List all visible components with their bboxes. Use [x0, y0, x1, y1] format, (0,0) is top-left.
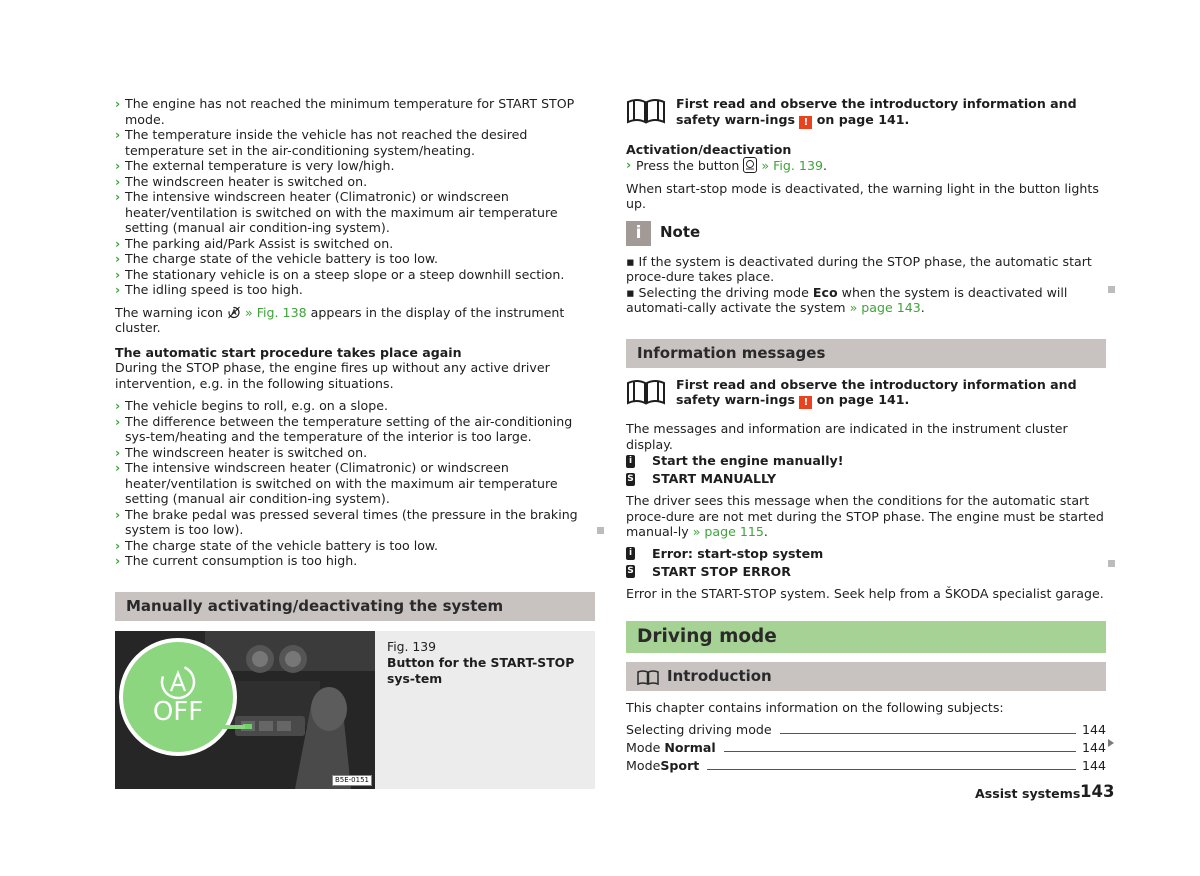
list-item: › The parking aid/Park Assist is switched on. [115, 235, 394, 251]
message-description: Error in the START-STOP system. Seek help from a ŠKODA specialist garage. [626, 585, 1104, 601]
restart-text: During the STOP phase, the engine fires up without any active driver intervention, e.g. in the following situations. [115, 360, 550, 391]
toc-entry[interactable]: Selecting driving mode 144 [626, 722, 1106, 737]
list-item: › The brake pedal was pressed several times (the pressure in the braking system is too low). [115, 506, 578, 537]
start-stop-off-icon [227, 306, 241, 319]
book-icon [626, 377, 666, 405]
page-115-link[interactable]: » page 115 [692, 524, 764, 539]
list-item: › The intensive windscreen heater (Climatronic) or windscreen heater/ventilation is switched on with the maximum air temperature setting (manual air condition-ing system). [115, 189, 558, 235]
toc-entry[interactable]: ModeSport 144 [626, 758, 1106, 773]
note-item: ▪ Selecting the driving mode Eco when the system is deactivated will automati-cally activate the system » page 143. [626, 284, 1068, 315]
message-description: The driver sees this message when the conditions for the automatic start proce-dure are not met during the STOP phase. The engine must be started manual-ly » page 115. [626, 493, 1104, 539]
toc-entry[interactable]: Mode Normal 144 [626, 740, 1106, 755]
message-row: S START STOP ERROR [627, 563, 791, 579]
message-row: S START MANUALLY [627, 471, 777, 487]
figure-139 [115, 631, 595, 789]
section-end-marker [1108, 286, 1115, 293]
messages-intro: The messages and information are indicated in the instrument cluster display. [626, 421, 1068, 452]
note-title: Note [660, 223, 701, 242]
info-icon: i [626, 221, 651, 246]
list-item: › The charge state of the vehicle battery is too low. [115, 537, 439, 553]
figure-caption-text: Button for the START-STOP sys-tem [387, 654, 575, 686]
read-first-notice: First read and observe the introductory information and safety warn-ings ! on page 141. [626, 377, 1106, 410]
figure-label: Fig. 139 [387, 638, 437, 654]
warning-icon: ! [799, 116, 812, 129]
chapter-heading-driving-mode: Driving mode [626, 621, 1106, 653]
note-item: ▪ If the system is deactivated during the STOP phase, the automatic start proce-dure takes place. [626, 253, 1092, 284]
activation-heading: Activation/deactivation [626, 141, 792, 157]
left-column [115, 96, 595, 789]
list-item: › The temperature inside the vehicle has not reached the desired temperature set in the air-conditioning system/heating. [115, 127, 528, 158]
list-item: › The idling speed is too high. [115, 282, 303, 297]
info-icon: i [626, 547, 635, 560]
list-item: › The engine has not reached the minimum temperature for START STOP mode. [115, 96, 575, 127]
list-item: › The current consumption is too high. [115, 553, 358, 568]
warning-icon-paragraph: The warning icon » Fig. 138 appears in the display of the instrument cluster. [115, 304, 565, 335]
list-item: › The stationary vehicle is on a steep slope or a steep downhill section. [115, 266, 565, 282]
figure-caption [387, 639, 587, 687]
list-item: › The windscreen heater is switched on. [115, 173, 368, 189]
page-143-link[interactable]: » page 143 [849, 300, 921, 315]
table-of-contents [626, 720, 1106, 774]
section-heading-information-messages: Information messages [626, 339, 1106, 368]
message-row: i Error: start-stop system [626, 545, 1106, 563]
list-item: › The charge state of the vehicle battery is too low. [115, 251, 439, 266]
intro-text: This chapter contains information on the following subjects: [626, 700, 1004, 715]
restart-heading: The automatic start procedure takes place again [115, 344, 462, 360]
book-icon [626, 96, 666, 124]
section-end-marker [1108, 560, 1115, 567]
list-item: › The external temperature is very low/high. [115, 158, 395, 173]
message-row: i Start the engine manually! [626, 452, 1106, 470]
read-first-notice: First read and observe the introductory information and safety warn-ings ! on page 141. [626, 96, 1106, 129]
off-badge-label: OFF [152, 696, 204, 727]
list-item: › The vehicle begins to roll, e.g. on a slope. [115, 398, 388, 413]
footer-section-name: Assist systems [975, 786, 1081, 801]
restart-list [115, 398, 595, 569]
list-item: › The windscreen heater is switched on. [115, 444, 368, 460]
start-stop-icon: S [627, 473, 634, 484]
section-heading-manual-activation: Manually activating/deactivating the system [115, 592, 595, 621]
start-stop-icon: S [627, 566, 634, 576]
activation-step: › Press the button » Fig. 139. [626, 157, 827, 173]
book-icon [637, 669, 659, 685]
fig-139-link[interactable]: » Fig. 139 [761, 158, 823, 173]
section-heading-introduction: Introduction [626, 662, 1106, 691]
list-item: › The difference between the temperature setting of the air-conditioning sys-tem/heating and the temperature of the interior is too large. [115, 413, 573, 444]
warning-icon: ! [799, 396, 812, 409]
page-number: 143 [1080, 782, 1115, 801]
condition-list [115, 96, 595, 298]
right-column [626, 96, 1106, 774]
start-stop-button-photo [115, 631, 375, 789]
deactivated-text: When start-stop mode is deactivated, the warning light in the button lights up. [626, 180, 1099, 211]
fig-138-link[interactable]: » Fig. 138 [245, 304, 307, 320]
list-item: › The intensive windscreen heater (Climatronic) or windscreen heater/ventilation is switched on with the maximum air temperature setting (manual air condition-ing system). [115, 460, 558, 506]
start-stop-button-icon [743, 157, 757, 173]
section-end-marker [597, 527, 604, 534]
note-header [626, 221, 1106, 246]
info-icon: i [626, 455, 635, 468]
figure-code: B5E-0151 [332, 775, 372, 786]
continued-arrow-icon [1108, 739, 1114, 747]
